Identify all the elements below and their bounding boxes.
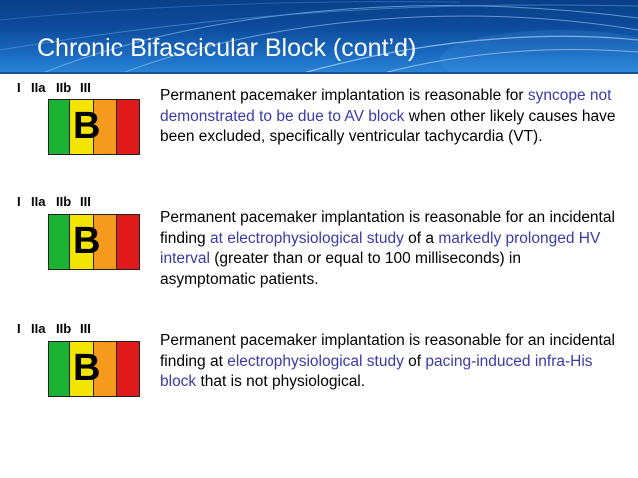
recommendation-class-bars: [48, 341, 140, 397]
recommendation-class-bars: [48, 214, 140, 270]
text-segment: (greater than or equal to 100 milliseconds) in asymptomatic patients.: [160, 250, 521, 288]
recommendation-text: [160, 331, 620, 393]
class-III-bar: [117, 215, 139, 269]
header-divider: [0, 72, 638, 74]
text-segment: Permanent pacemaker implantation is reasonable for an incidental finding at: [160, 332, 615, 370]
text-segment: when other likely causes have been excluded, specifically ventricular tachycardia (VT).: [160, 107, 616, 145]
text-segment: that is not physiological.: [196, 373, 366, 390]
class-I-bar: [49, 100, 70, 154]
level-of-evidence: B: [73, 347, 101, 389]
text-segment: Permanent pacemaker implantation is reasonable for: [160, 87, 528, 104]
recommendation-text: [160, 208, 620, 290]
class-header: [17, 80, 107, 96]
class-header: [17, 194, 107, 210]
class-III-bar: [117, 100, 139, 154]
highlight-segment: electrophysiological study: [227, 352, 404, 370]
highlight-segment: syncope not demonstrated to be due to AV block: [160, 87, 612, 125]
class-label-I: I: [17, 321, 21, 336]
class-label-IIb: IIb: [56, 194, 72, 209]
highlight-segment: at electrophysiological study: [209, 229, 404, 247]
class-IIa-bar: [70, 100, 101, 154]
class-label-I: I: [17, 80, 21, 95]
class-label-III: III: [80, 80, 91, 95]
class-header: [17, 321, 107, 337]
text-segment: of a: [403, 229, 439, 247]
highlight-segment: pacing-induced infra-His block: [160, 352, 593, 390]
class-IIa-bar: [70, 215, 101, 269]
class-label-IIb: IIb: [56, 80, 72, 95]
level-of-evidence: B: [73, 105, 101, 147]
highlight-segment: markedly prolonged HV interval: [160, 229, 601, 267]
class-label-III: III: [80, 321, 91, 336]
level-of-evidence: B: [73, 220, 101, 262]
text-segment: Permanent pacemaker implantation is reasonable for an incidental finding: [160, 209, 615, 247]
class-label-IIa: IIa: [31, 80, 46, 95]
class-label-III: III: [80, 194, 91, 209]
recommendation-text: [160, 86, 620, 148]
class-label-IIa: IIa: [31, 194, 46, 209]
recommendation-class-bars: [48, 99, 140, 155]
text-segment: of: [403, 352, 426, 370]
class-I-bar: [49, 342, 70, 396]
class-I-bar: [49, 215, 70, 269]
class-label-IIa: IIa: [31, 321, 46, 336]
slide-title: Chronic Bifascicular Block (cont’d): [37, 34, 417, 62]
slide-header: [0, 0, 638, 74]
class-III-bar: [117, 342, 139, 396]
class-label-IIb: IIb: [56, 321, 72, 336]
class-IIa-bar: [70, 342, 101, 396]
class-label-I: I: [17, 194, 21, 209]
